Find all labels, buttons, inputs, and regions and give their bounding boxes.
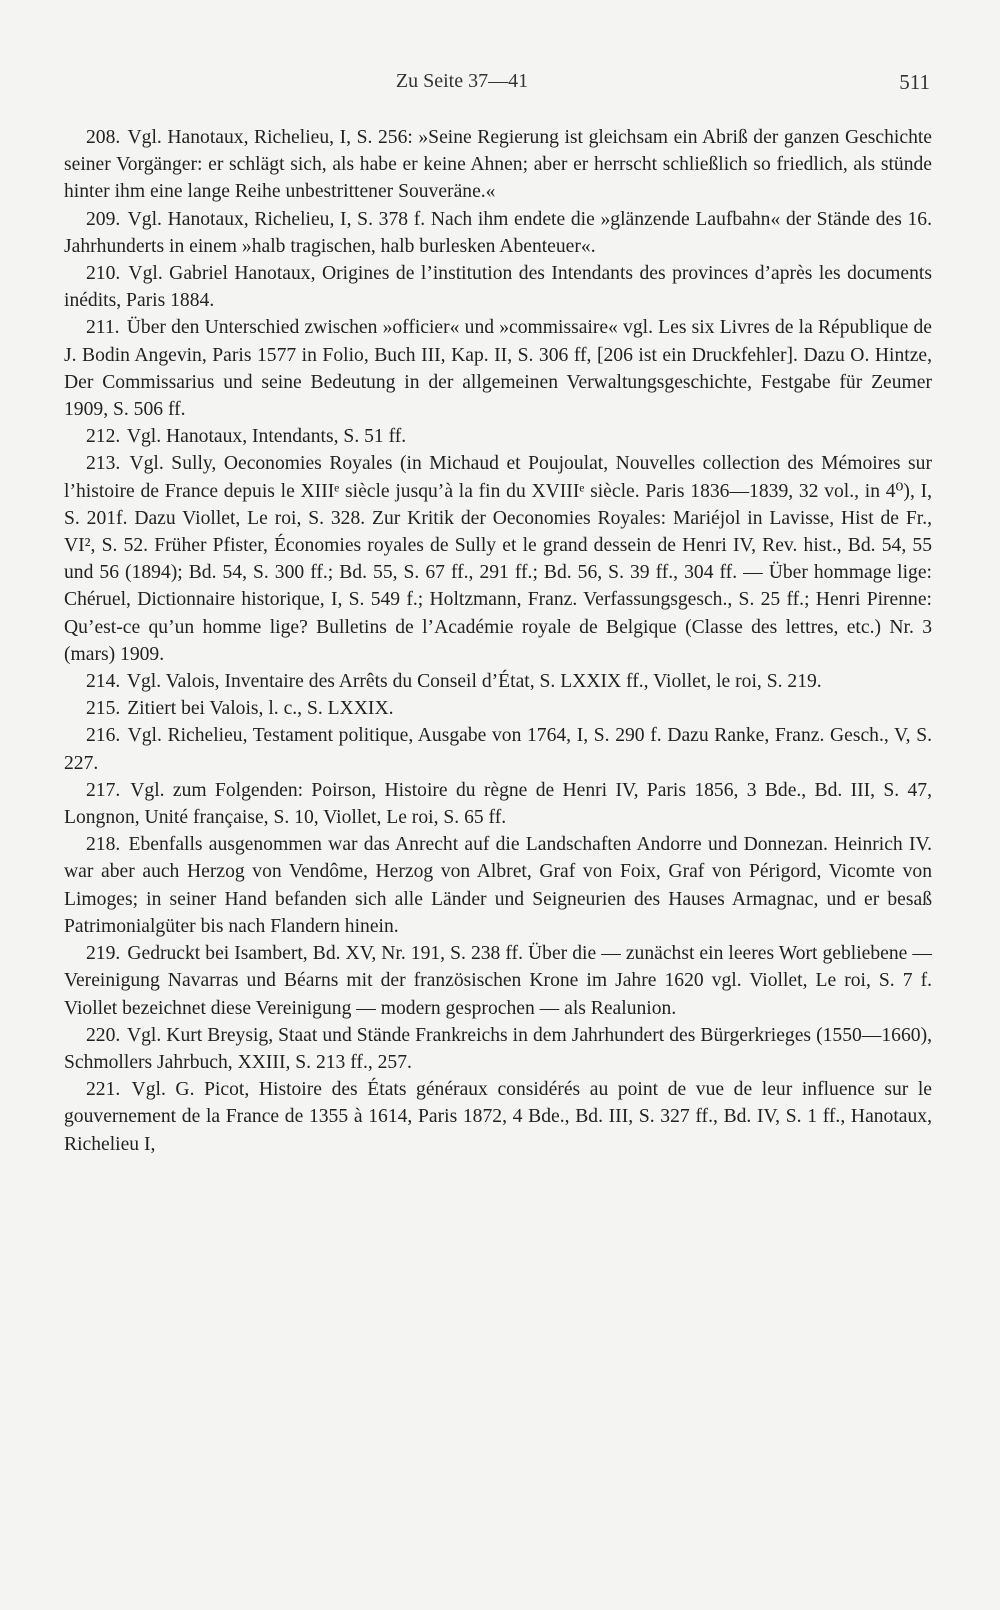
endnote-210 [64, 260, 932, 314]
endnote-209 [64, 206, 932, 260]
note-number: 214. [86, 671, 121, 693]
note-text: Vgl. zum Folgenden: Poirson, Histoire du règne de Henri IV, Paris 1856, 3 Bde., Bd. III, S. 47, Longnon, Unité française, S. 10, Viollet, Le roi, S. 65 ff. [64, 779, 932, 829]
note-text: Vgl. Sully, Oeconomies Royales (in Michaud et Poujoulat, Nouvelles collection des Mémoires sur l’histoire de France depuis le XIIIᵉ siècle jusqu’à la fin du XVIIIᵉ siècle. Paris 1836—1839, 32 vol., in 4⁰), I, S. 201f. Dazu Viollet, Le roi, S. 328. Zur Kritik der Oeconomies Royales: Mariéjol in Lavisse, Hist de Fr., VI², S. 52. Früher Pfister, Économies royales de Sully et le grand dessein de Henri IV, Rev. hist., Bd. 54, 55 und 56 (1894); Bd. 54, S. 300 ff.; Bd. 55, S. 67 ff., 291 ff.; Bd. 56, S. 39 ff., 304 ff. — Über hommage lige: Chéruel, Dictionnaire historique, I, S. 549 f.; Holtzmann, Franz. Verfassungsgesch., S. 25 ff.; Henri Pirenne: Qu’est-ce qu’un homme lige? Bulletins de l’Académie royale de Belgique (Classe des lettres, etc.) Nr. 3 (mars) 1909. [64, 453, 933, 665]
endnote-218 [64, 831, 932, 940]
note-text: Zitiert bei Valois, l. c., S. LXXIX. [127, 698, 394, 720]
endnotes [64, 124, 932, 1158]
endnote-221 [64, 1076, 932, 1158]
endnote-215 [64, 695, 932, 722]
endnote-220 [64, 1022, 932, 1076]
note-text: Vgl. Valois, Inventaire des Arrêts du Conseil d’État, S. LXXIX ff., Viollet, le roi, S. 219. [126, 671, 822, 693]
running-title: Zu Seite 37—41 [395, 70, 529, 92]
note-number: 212. [86, 426, 121, 448]
endnote-213 [64, 450, 932, 668]
note-number: 208. [86, 127, 121, 148]
note-number: 216. [86, 725, 121, 747]
endnote-219 [64, 940, 932, 1022]
note-text: Über den Unterschied zwischen »officier« und »commissaire« vgl. Les six Livres de la République de J. Bodin Angevin, Paris 1577 in Folio, Buch III, Kap. II, S. 306 ff, [206 ist ein Druckfehler]. Dazu O. Hintze, Der Commissarius und seine Bedeutung in der allgemeinen Verwaltungsgeschichte, Festgabe für Zeumer 1909, S. 506 ff. [64, 317, 933, 421]
endnote-208 [64, 124, 932, 206]
note-number: 210. [86, 263, 121, 285]
note-number: 213. [86, 453, 121, 475]
note-text: Vgl. Gabriel Hanotaux, Origines de l’institution des Intendants des provinces d’après les documents inédits, Paris 1884. [64, 263, 932, 312]
note-number: 209. [86, 208, 121, 230]
note-number: 219. [86, 943, 121, 965]
note-text: Gedruckt bei Isambert, Bd. XV, Nr. 191, S. 238 ff. Über die — zunächst ein leeres Wort gebliebene — Vereinigung Navarras und Béarns mit der französischen Krone im Jahre 1620 vgl. Viollet, Le roi, S. 7 f. Viollet bezeichnet diese Vereinigung — modern gesprochen — als Realunion. [64, 943, 932, 1019]
note-text: Ebenfalls ausgenommen war das Anrecht auf die Landschaften Andorre und Donnezan. Heinrich IV. war aber auch Herzog von Vendôme, Herzog von Albret, Graf von Foix, Graf von Périgord, Vicomte von Limoges; in seiner Hand befanden sich alle Länder und Seigneurien des Hauses Armagnac, und er besaß Patrimonialgüter bis nach Flandern hinein. [64, 834, 932, 937]
note-text: Vgl. Kurt Breysig, Staat und Stände Frankreichs in dem Jahrhundert des Bürgerkrieges (1550—1660), Schmollers Jahrbuch, XXIII, S. 213 ff., 257. [64, 1024, 933, 1073]
note-text: Vgl. Hanotaux, Richelieu, I, S. 256: »Seine Regierung ist gleichsam ein Abriß der ganzen Geschichte seiner Vorgänger: er schlägt sich, als habe er keine Ahnen; aber er herrscht schließlich so friedlich, als stünde hinter ihm eine lange Reihe unbestrittener Souveräne.« [64, 127, 933, 203]
note-text: Vgl. G. Picot, Histoire des États généraux considérés au point de vue de leur influence sur le gouvernement de la France de 1355 à 1614, Paris 1872, 4 Bde., Bd. III, S. 327 ff., Bd. IV, S. 1 ff., Hanotaux, Richelieu I, [64, 1079, 932, 1155]
note-number: 211. [86, 317, 120, 339]
endnote-214 [64, 668, 932, 695]
endnote-216 [64, 722, 932, 776]
page-header [64, 70, 930, 102]
note-number: 215. [86, 698, 121, 720]
note-text: Vgl. Richelieu, Testament politique, Ausgabe von 1764, I, S. 290 f. Dazu Ranke, Franz. Gesch., V, S. 227. [64, 725, 933, 774]
endnote-211 [64, 314, 932, 423]
endnote-217 [64, 777, 932, 831]
note-number: 220. [86, 1024, 121, 1046]
note-number: 217. [86, 779, 121, 801]
note-number: 221. [86, 1079, 121, 1101]
page-number: 511 [899, 70, 930, 94]
note-text: Vgl. Hanotaux, Richelieu, I, S. 378 f. Nach ihm endete die »glänzende Laufbahn« der Stände des 16. Jahrhunderts in einem »halb tragischen, halb burlesken Abenteuer«. [64, 208, 932, 257]
note-number: 218. [86, 834, 121, 856]
note-text: Vgl. Hanotaux, Intendants, S. 51 ff. [126, 426, 407, 448]
endnote-212 [64, 423, 932, 450]
